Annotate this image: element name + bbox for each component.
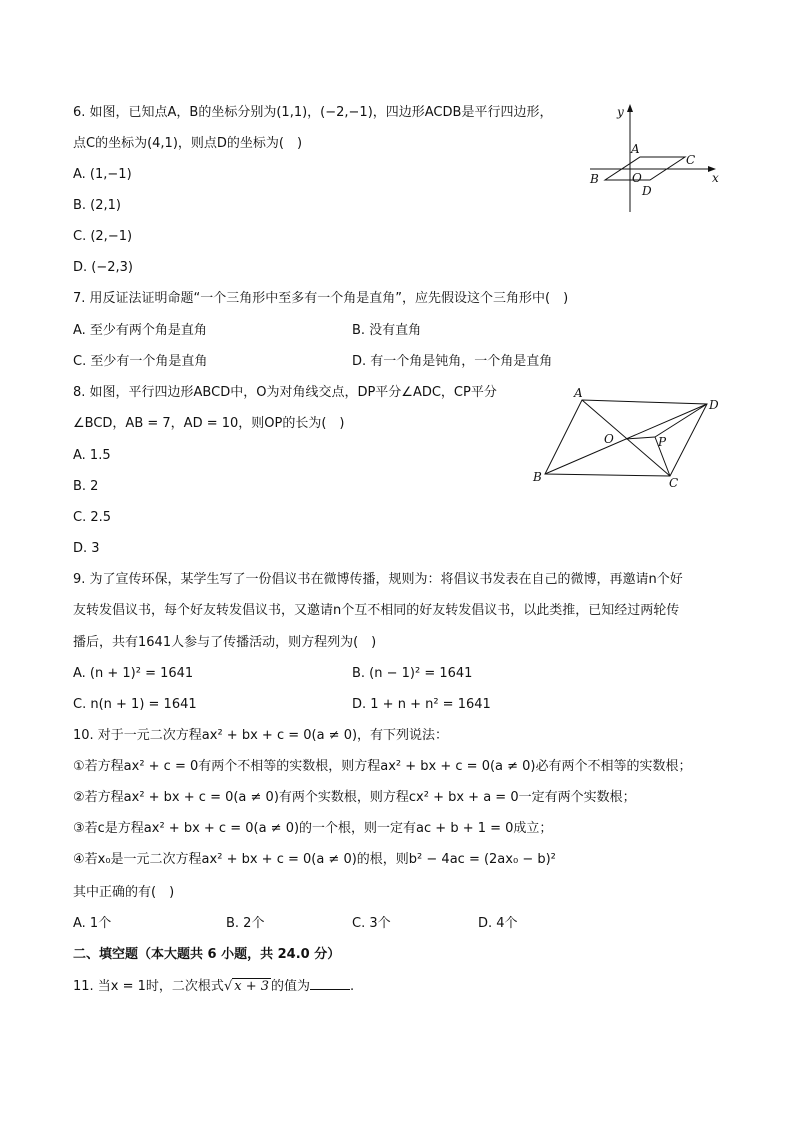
q8-line2: ∠BCD，AB = 7，AD = 10，则OP的长为( )	[73, 416, 345, 431]
q8-label-p: P	[658, 435, 667, 449]
q8-option-a: A. 1.5	[73, 448, 111, 463]
q11-radicand: x + 3	[234, 979, 269, 994]
q9-option-c: C. n(n + 1) = 1641	[73, 697, 197, 712]
q10-prompt: 其中正确的有( )	[73, 885, 175, 900]
q11-sqrt: √ x + 3	[223, 979, 269, 994]
q10-statement-4: ④若x₀是一元二次方程ax² + bx + c = 0(a ≠ 0)的根，则b² − 4ac = (2ax₀ − b)²	[73, 852, 556, 867]
q7-option-c: C. 至少有一个角是直角	[73, 354, 208, 369]
q8-figure	[527, 384, 727, 490]
q8-option-c: C. 2.5	[73, 510, 112, 525]
q8-label-o: O	[604, 432, 614, 446]
q9-line2: 友转发倡议书，每个好友转发倡议书，又邀请n个互不相同的好友转发倡议书，以此类推，已知经过两轮传	[73, 603, 680, 618]
q6-option-c: C. (2,−1)	[73, 229, 133, 244]
q6-option-d: D. (−2,3)	[73, 260, 133, 275]
q11-text-end: .	[350, 979, 355, 994]
q11-text-after: 的值为	[271, 979, 311, 994]
q6-figure	[585, 102, 725, 214]
q6-option-b: B. (2,1)	[73, 198, 122, 213]
q10-statement-2: ②若方程ax² + bx + c = 0(a ≠ 0)有两个实数根，则方程cx² + bx + a = 0一定有两个实数根；	[73, 790, 636, 805]
q11-line	[73, 977, 354, 996]
q6-label-c: C	[686, 153, 696, 167]
q11-text-before: 11. 当x = 1时，二次根式	[73, 979, 224, 994]
q9-option-b: B. (n − 1)² = 1641	[352, 666, 473, 681]
q8-diagonal-ac	[582, 400, 670, 476]
q8-option-d: D. 3	[73, 541, 100, 556]
q6-line1: 6. 如图，已知点A，B的坐标分别为(1,1)，(−2,−1)，四边形ACDB是平行四边形，	[73, 105, 553, 120]
q8-label-a: A	[574, 386, 583, 400]
q11-answer-blank[interactable]	[310, 977, 350, 990]
q8-segment-dp	[655, 404, 707, 437]
section-title-fill-in: 二、填空题（本大题共 6 小题，共 24.0 分）	[73, 947, 341, 962]
q6-label-x: x	[712, 171, 719, 185]
q10-option-c: C. 3个	[352, 916, 391, 931]
q9-option-a: A. (n + 1)² = 1641	[73, 666, 194, 681]
q10-statement-3: ③若c是方程ax² + bx + c = 0(a ≠ 0)的一个根，则一定有ac + b + 1 = 0成立；	[73, 821, 553, 836]
q6-label-a: A	[631, 142, 640, 156]
q9-option-d: D. 1 + n + n² = 1641	[352, 697, 491, 712]
q7-option-a: A. 至少有两个角是直角	[73, 323, 207, 338]
q8-label-b: B	[533, 470, 542, 484]
q10-statement-1: ①若方程ax² + c = 0有两个不相等的实数根，则方程ax² + bx + c = 0(a ≠ 0)必有两个不相等的实数根；	[73, 759, 692, 774]
q6-label-b: B	[590, 172, 599, 186]
q6-label-o: O	[632, 171, 642, 185]
q10-line1: 10. 对于一元二次方程ax² + bx + c = 0(a ≠ 0)，有下列说法：	[73, 728, 449, 743]
q6-option-a: A. (1,−1)	[73, 167, 132, 182]
q10-option-d: D. 4个	[478, 916, 518, 931]
q9-line3: 播后，共有1641人参与了传播活动，则方程列为( )	[73, 635, 377, 650]
q7-option-b: B. 没有直角	[352, 323, 422, 338]
q6-label-y: y	[617, 105, 624, 119]
q7-line1: 7. 用反证法证明命题“一个三角形中至多有一个角是直角”，应先假设这个三角形中( )	[73, 291, 569, 306]
q6-line2: 点C的坐标为(4,1)，则点D的坐标为( )	[73, 136, 303, 151]
q8-line1: 8. 如图，平行四边形ABCD中，O为对角线交点，DP平分∠ADC，CP平分	[73, 385, 497, 400]
q8-option-b: B. 2	[73, 479, 99, 494]
q8-label-d: D	[709, 398, 719, 412]
q7-option-d: D. 有一个角是钝角，一个角是直角	[352, 354, 553, 369]
q10-option-b: B. 2个	[226, 916, 265, 931]
q8-label-c: C	[669, 476, 679, 490]
q10-option-a: A. 1个	[73, 916, 112, 931]
q6-label-d: D	[642, 184, 652, 198]
q9-line1: 9. 为了宣传环保，某学生写了一份倡议书在微博传播，规则为：将倡议书发表在自己的微博，再邀请n个好	[73, 572, 683, 587]
